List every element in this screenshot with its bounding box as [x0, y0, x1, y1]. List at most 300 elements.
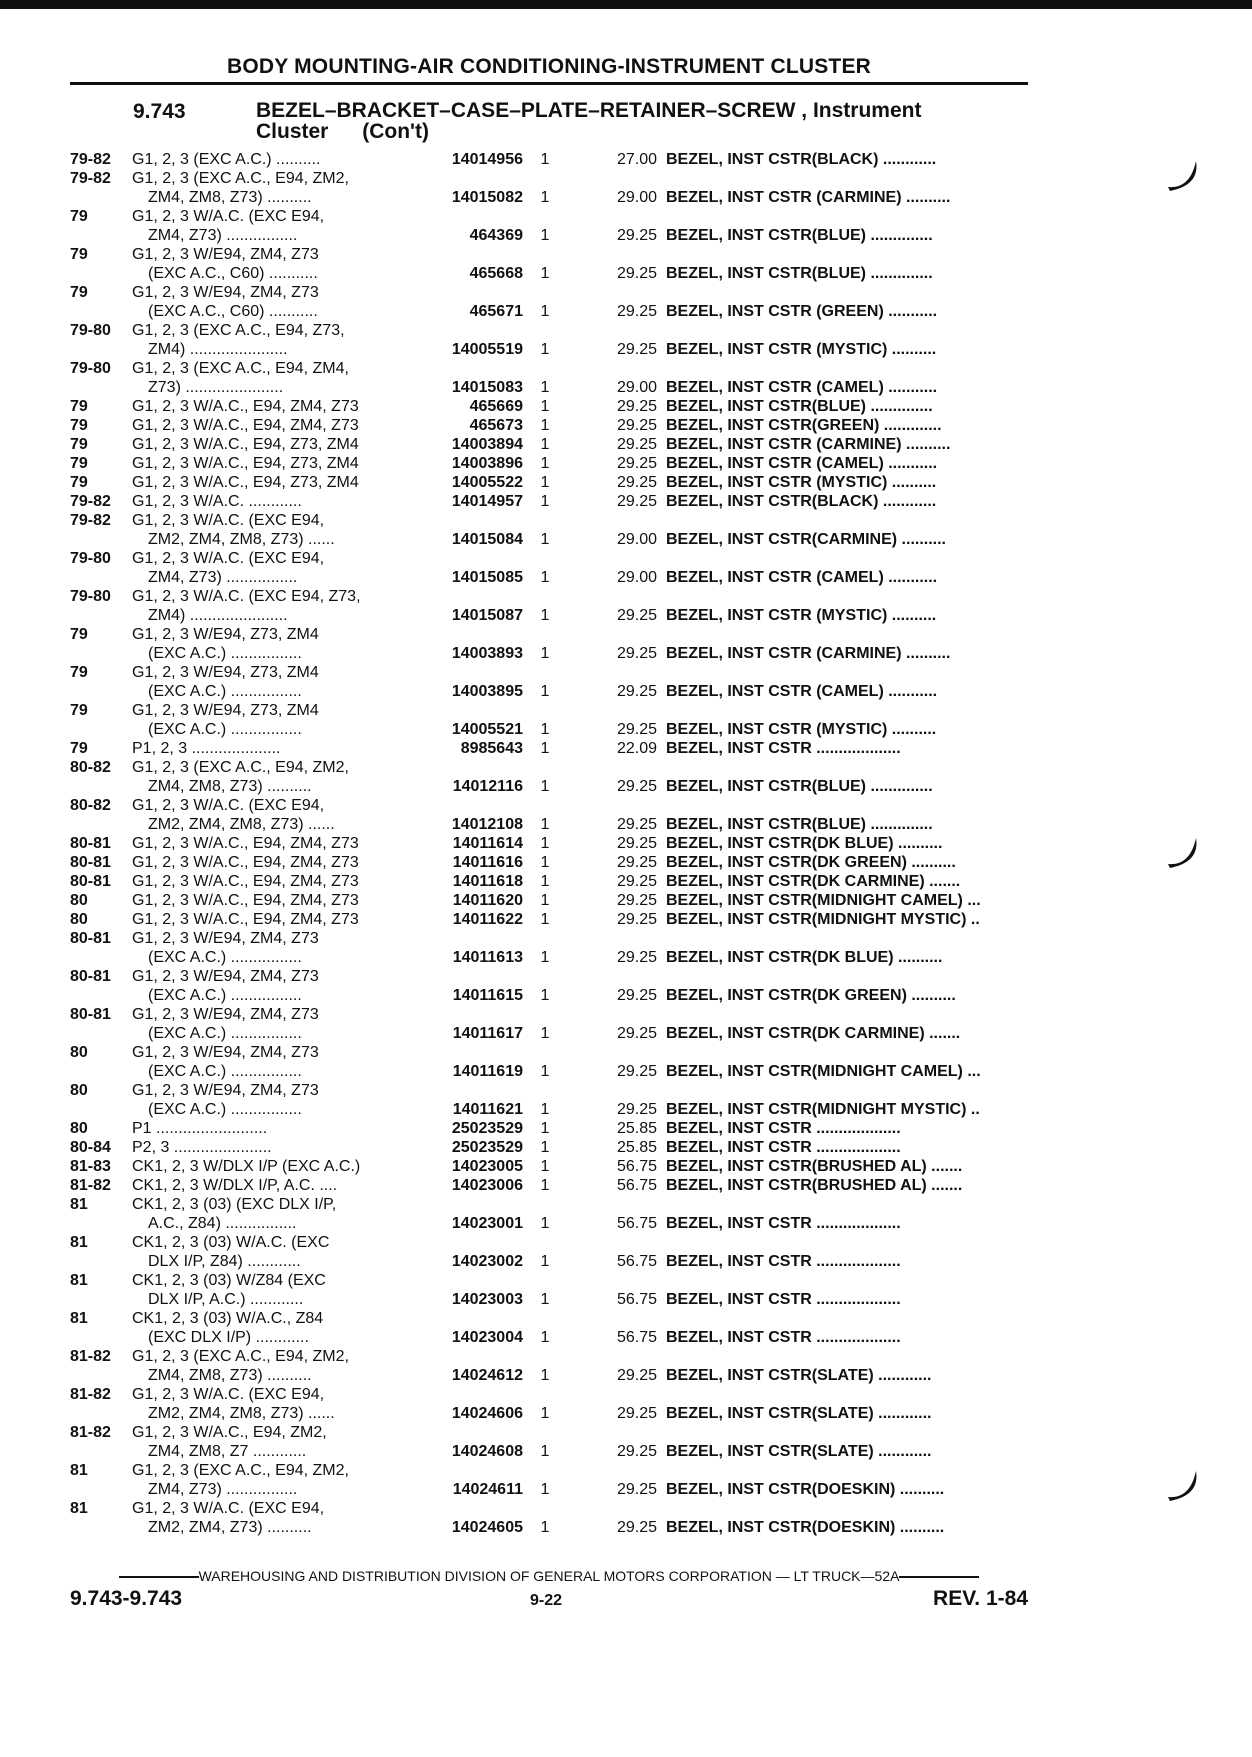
entry-row	[70, 1100, 1040, 1119]
quantity: 1	[540, 493, 550, 510]
usage-text: (EXC A.C.) ................	[148, 1101, 302, 1118]
price: 29.25	[616, 1063, 657, 1080]
entry-row	[70, 1214, 1040, 1233]
parts-list	[70, 150, 1040, 1537]
price: 29.25	[616, 493, 657, 510]
usage-text: (EXC A.C.) ................	[148, 645, 302, 662]
entry-row	[70, 1423, 1040, 1442]
quantity: 1	[540, 1120, 550, 1137]
part-description: BEZEL, INST CSTR(DOESKIN) ..........	[666, 1481, 945, 1498]
model-year: 79	[70, 626, 88, 643]
price: 29.25	[616, 227, 657, 244]
price: 29.25	[616, 854, 657, 871]
section-number: 9.743	[133, 100, 186, 123]
quantity: 1	[540, 740, 550, 757]
entry-row	[70, 226, 1040, 245]
entry-row	[70, 929, 1040, 948]
model-year: 79	[70, 246, 88, 263]
section-title-cluster: Cluster	[256, 120, 329, 143]
part-description: BEZEL, INST CSTR(BLUE) ..............	[666, 265, 933, 282]
part-number: 14015087	[451, 607, 523, 624]
part-description: BEZEL, INST CSTR(BLUE) ..............	[666, 778, 933, 795]
model-year: 80-81	[70, 835, 111, 852]
usage-text: G1, 2, 3 W/E94, ZM4, Z73	[132, 968, 319, 985]
model-year: 79-82	[70, 512, 111, 529]
quantity: 1	[540, 379, 550, 396]
entry-row	[70, 948, 1040, 967]
usage-text: Z73) ......................	[148, 379, 284, 396]
entry-row	[70, 853, 1040, 872]
usage-text: CK1, 2, 3 W/DLX I/P, A.C. ....	[132, 1177, 338, 1194]
part-number: 14023001	[451, 1215, 523, 1232]
entry-row	[70, 1442, 1040, 1461]
price: 56.75	[616, 1329, 657, 1346]
quantity: 1	[540, 854, 550, 871]
price: 29.25	[616, 341, 657, 358]
part-description: BEZEL, INST CSTR(BLACK) ............	[666, 493, 937, 510]
entry-row	[70, 1499, 1040, 1518]
entry-row	[70, 872, 1040, 891]
price: 29.25	[616, 474, 657, 491]
price: 56.75	[616, 1158, 657, 1175]
price: 29.25	[616, 949, 657, 966]
page-number: 9-22	[530, 1592, 563, 1609]
quantity: 1	[540, 189, 550, 206]
usage-text: P1 .........................	[132, 1120, 268, 1137]
price: 29.25	[616, 1443, 657, 1460]
entry-row	[70, 739, 1040, 758]
entry-row	[70, 834, 1040, 853]
usage-text: CK1, 2, 3 (03) W/A.C., Z84	[132, 1310, 324, 1327]
model-year: 81	[70, 1234, 88, 1251]
quantity: 1	[540, 341, 550, 358]
part-number: 14024611	[452, 1481, 523, 1498]
part-number: 14023005	[451, 1158, 523, 1175]
price: 56.75	[616, 1177, 657, 1194]
usage-text: G1, 2, 3 W/A.C., E94, ZM4, Z73	[132, 835, 359, 852]
entry-row	[70, 910, 1040, 929]
price: 29.25	[616, 1519, 657, 1536]
part-number: 25023529	[451, 1139, 523, 1156]
binder-hole-mark-bottom	[1162, 1465, 1202, 1505]
model-year: 80-84	[70, 1139, 111, 1156]
usage-text: G1, 2, 3 W/A.C. (EXC E94,	[132, 797, 325, 814]
usage-text: ZM2, ZM4, Z73) ..........	[148, 1519, 312, 1536]
usage-text: CK1, 2, 3 (03) (EXC DLX I/P,	[132, 1196, 337, 1213]
quantity: 1	[540, 1443, 550, 1460]
usage-text: DLX I/P, A.C.) ............	[148, 1291, 304, 1308]
quantity: 1	[540, 1177, 550, 1194]
part-description: BEZEL, INST CSTR(DK GREEN) ..........	[666, 854, 956, 871]
entry-row	[70, 701, 1040, 720]
section-title-line1: BEZEL–BRACKET–CASE–PLATE–RETAINER–SCREW , Instrument	[256, 99, 922, 122]
entry-row	[70, 302, 1040, 321]
model-year: 79	[70, 284, 88, 301]
price: 29.25	[616, 398, 657, 415]
usage-text: G1, 2, 3 W/A.C. (EXC E94,	[132, 512, 325, 529]
part-number: 14011619	[452, 1063, 523, 1080]
entry-row	[70, 1157, 1040, 1176]
quantity: 1	[540, 303, 550, 320]
part-number: 14015082	[451, 189, 523, 206]
part-description: BEZEL, INST CSTR(DK BLUE) ..........	[666, 835, 943, 852]
part-number: 14014957	[451, 493, 523, 510]
price: 29.25	[616, 835, 657, 852]
usage-text: DLX I/P, Z84) ............	[148, 1253, 301, 1270]
usage-text: ZM4) ......................	[148, 607, 288, 624]
price: 29.25	[616, 607, 657, 624]
price: 29.00	[616, 569, 657, 586]
usage-text: G1, 2, 3 W/A.C., E94, ZM4, Z73	[132, 417, 359, 434]
usage-text: G1, 2, 3 W/E94, ZM4, Z73	[132, 284, 319, 301]
usage-text: ZM4, Z73) ................	[148, 1481, 298, 1498]
part-number: 465668	[469, 265, 523, 282]
part-description: BEZEL, INST CSTR (CAMEL) ...........	[666, 683, 938, 700]
price: 29.25	[616, 1405, 657, 1422]
quantity: 1	[540, 607, 550, 624]
entry-row	[70, 1138, 1040, 1157]
part-number: 14011622	[452, 911, 523, 928]
model-year: 80-81	[70, 968, 111, 985]
price: 25.85	[616, 1139, 657, 1156]
price: 29.25	[616, 721, 657, 738]
part-number: 14024608	[451, 1443, 523, 1460]
price: 29.25	[616, 1367, 657, 1384]
price: 29.25	[616, 645, 657, 662]
usage-text: A.C., Z84) ................	[148, 1215, 297, 1232]
entry-row	[70, 1024, 1040, 1043]
usage-text: G1, 2, 3 W/E94, Z73, ZM4	[132, 664, 319, 681]
quantity: 1	[540, 1367, 550, 1384]
section-title	[256, 100, 921, 142]
entry-row	[70, 625, 1040, 644]
part-description: BEZEL, INST CSTR(BLACK) ............	[666, 151, 937, 168]
quantity: 1	[540, 949, 550, 966]
entry-row	[70, 1062, 1040, 1081]
entry-row	[70, 986, 1040, 1005]
usage-text: (EXC A.C.) ................	[148, 683, 302, 700]
price: 22.09	[616, 740, 657, 757]
part-number: 14011617	[452, 1025, 523, 1042]
part-description: BEZEL, INST CSTR(DK CARMINE) .......	[666, 873, 961, 890]
part-number: 8985643	[460, 740, 523, 757]
usage-text: (EXC A.C.) ................	[148, 1025, 302, 1042]
part-number: 14024605	[451, 1519, 523, 1536]
part-description: BEZEL, INST CSTR ...................	[666, 740, 901, 757]
quantity: 1	[540, 1519, 550, 1536]
entry-row	[70, 1404, 1040, 1423]
usage-text: G1, 2, 3 (EXC A.C.) ..........	[132, 151, 321, 168]
quantity: 1	[540, 816, 550, 833]
usage-text: (EXC A.C.) ................	[148, 949, 302, 966]
usage-text: G1, 2, 3 W/A.C., E94, ZM4, Z73	[132, 854, 359, 871]
price: 29.25	[616, 303, 657, 320]
price: 29.00	[616, 189, 657, 206]
model-year: 81	[70, 1196, 88, 1213]
price: 25.85	[616, 1120, 657, 1137]
part-number: 14011613	[452, 949, 523, 966]
entry-row	[70, 758, 1040, 777]
price: 29.25	[616, 778, 657, 795]
model-year: 80	[70, 892, 88, 909]
price: 29.25	[616, 455, 657, 472]
quantity: 1	[540, 265, 550, 282]
section-title-continued: (Con't)	[362, 120, 429, 143]
price: 29.25	[616, 683, 657, 700]
entry-row	[70, 1271, 1040, 1290]
quantity: 1	[540, 778, 550, 795]
model-year: 79	[70, 455, 88, 472]
entry-row	[70, 492, 1040, 511]
part-description: BEZEL, INST CSTR(SLATE) ............	[666, 1405, 932, 1422]
part-description: BEZEL, INST CSTR (CAMEL) ...........	[666, 455, 938, 472]
usage-text: (EXC A.C., C60) ...........	[148, 303, 318, 320]
usage-text: ZM2, ZM4, ZM8, Z73) ......	[148, 816, 335, 833]
part-number: 14011620	[452, 892, 523, 909]
part-number: 14003895	[451, 683, 523, 700]
price: 56.75	[616, 1253, 657, 1270]
binder-hole-mark-top	[1162, 155, 1202, 195]
model-year: 79-82	[70, 493, 111, 510]
part-number: 14024612	[451, 1367, 523, 1384]
entry-row	[70, 264, 1040, 283]
part-description: BEZEL, INST CSTR (MYSTIC) ..........	[666, 341, 937, 358]
price: 29.00	[616, 531, 657, 548]
model-year: 80-82	[70, 759, 111, 776]
part-number: 14015084	[451, 531, 523, 548]
part-description: BEZEL, INST CSTR(BRUSHED AL) .......	[666, 1177, 963, 1194]
model-year: 80	[70, 1044, 88, 1061]
usage-text: G1, 2, 3 W/E94, ZM4, Z73	[132, 930, 319, 947]
price: 29.25	[616, 873, 657, 890]
usage-text: ZM4, ZM8, Z7 ............	[148, 1443, 307, 1460]
entry-row	[70, 1309, 1040, 1328]
model-year: 79	[70, 398, 88, 415]
entry-row	[70, 207, 1040, 226]
part-number: 14023002	[451, 1253, 523, 1270]
quantity: 1	[540, 455, 550, 472]
quantity: 1	[540, 1101, 550, 1118]
usage-text: G1, 2, 3 W/A.C., E94, Z73, ZM4	[132, 474, 359, 491]
model-year: 80	[70, 1082, 88, 1099]
part-description: BEZEL, INST CSTR(CARMINE) ..........	[666, 531, 946, 548]
usage-text: ZM2, ZM4, ZM8, Z73) ......	[148, 1405, 335, 1422]
part-description: BEZEL, INST CSTR(DK BLUE) ..........	[666, 949, 943, 966]
entry-row	[70, 1119, 1040, 1138]
entry-row	[70, 1081, 1040, 1100]
entry-row	[70, 321, 1040, 340]
model-year: 79-80	[70, 360, 111, 377]
part-number: 14003896	[451, 455, 523, 472]
usage-text: ZM4, Z73) ................	[148, 227, 298, 244]
model-year: 80-81	[70, 854, 111, 871]
entry-row	[70, 777, 1040, 796]
entry-row	[70, 1366, 1040, 1385]
part-description: BEZEL, INST CSTR(BRUSHED AL) .......	[666, 1158, 963, 1175]
usage-text: ZM4, ZM8, Z73) ..........	[148, 778, 312, 795]
part-description: BEZEL, INST CSTR(DK GREEN) ..........	[666, 987, 956, 1004]
usage-text: G1, 2, 3 W/A.C., E94, Z73, ZM4	[132, 455, 359, 472]
entry-row	[70, 1005, 1040, 1024]
entry-row	[70, 891, 1040, 910]
price: 29.25	[616, 265, 657, 282]
entry-row	[70, 1195, 1040, 1214]
usage-text: (EXC DLX I/P) ............	[148, 1329, 309, 1346]
model-year: 80	[70, 1120, 88, 1137]
part-number: 14012108	[451, 816, 523, 833]
part-number: 14005521	[451, 721, 523, 738]
entry-row	[70, 435, 1040, 454]
part-description: BEZEL, INST CSTR ...................	[666, 1139, 901, 1156]
price: 29.25	[616, 1025, 657, 1042]
quantity: 1	[540, 474, 550, 491]
usage-text: G1, 2, 3 (EXC A.C., E94, ZM2,	[132, 1462, 349, 1479]
quantity: 1	[540, 569, 550, 586]
model-year: 81-82	[70, 1348, 111, 1365]
usage-text: P2, 3 ......................	[132, 1139, 272, 1156]
quantity: 1	[540, 683, 550, 700]
quantity: 1	[540, 1291, 550, 1308]
entry-row	[70, 245, 1040, 264]
part-description: BEZEL, INST CSTR (MYSTIC) ..........	[666, 721, 937, 738]
part-description: BEZEL, INST CSTR(DOESKIN) ..........	[666, 1519, 945, 1536]
part-number: 25023529	[451, 1120, 523, 1137]
quantity: 1	[540, 892, 550, 909]
part-description: BEZEL, INST CSTR (GREEN) ...........	[666, 303, 938, 320]
usage-text: G1, 2, 3 (EXC A.C., E94, ZM2,	[132, 170, 349, 187]
entry-row	[70, 1233, 1040, 1252]
usage-text: G1, 2, 3 W/A.C. (EXC E94,	[132, 1500, 325, 1517]
distribution-footer	[70, 1568, 1028, 1584]
model-year: 81	[70, 1272, 88, 1289]
entry-row	[70, 359, 1040, 378]
entry-row	[70, 416, 1040, 435]
quantity: 1	[540, 227, 550, 244]
price: 29.25	[616, 816, 657, 833]
part-description: BEZEL, INST CSTR(SLATE) ............	[666, 1367, 932, 1384]
entry-row	[70, 644, 1040, 663]
title-underline	[70, 82, 1028, 85]
entry-row	[70, 720, 1040, 739]
entry-row	[70, 815, 1040, 834]
usage-text: G1, 2, 3 W/E94, ZM4, Z73	[132, 1082, 319, 1099]
footer-rule-left	[119, 1576, 199, 1578]
part-number: 14023006	[451, 1177, 523, 1194]
entry-row	[70, 663, 1040, 682]
part-number: 14011621	[452, 1101, 523, 1118]
part-number: 14015085	[451, 569, 523, 586]
usage-text: G1, 2, 3 W/A.C., E94, ZM4, Z73	[132, 398, 359, 415]
quantity: 1	[540, 987, 550, 1004]
page-title: BODY MOUNTING-AIR CONDITIONING-INSTRUMENT CLUSTER	[226, 55, 872, 78]
entry-row	[70, 473, 1040, 492]
part-number: 14012116	[452, 778, 523, 795]
usage-text: G1, 2, 3 W/A.C. ............	[132, 493, 302, 510]
price: 29.25	[616, 417, 657, 434]
usage-text: CK1, 2, 3 (03) W/A.C. (EXC	[132, 1234, 330, 1251]
part-description: BEZEL, INST CSTR (MYSTIC) ..........	[666, 607, 937, 624]
usage-text: G1, 2, 3 W/A.C., E94, Z73, ZM4	[132, 436, 359, 453]
usage-text: G1, 2, 3 W/E94, ZM4, Z73	[132, 1006, 319, 1023]
entry-row	[70, 1043, 1040, 1062]
usage-text: G1, 2, 3 W/A.C. (EXC E94,	[132, 550, 325, 567]
model-year: 80-82	[70, 797, 111, 814]
model-year: 79	[70, 664, 88, 681]
part-description: BEZEL, INST CSTR(MIDNIGHT MYSTIC) ..	[666, 1101, 980, 1118]
model-year: 79-82	[70, 170, 111, 187]
usage-text: (EXC A.C.) ................	[148, 1063, 302, 1080]
binder-hole-mark-middle	[1162, 832, 1202, 872]
quantity: 1	[540, 1329, 550, 1346]
price: 56.75	[616, 1215, 657, 1232]
usage-text: P1, 2, 3 ....................	[132, 740, 281, 757]
quantity: 1	[540, 1063, 550, 1080]
part-number: 14005519	[451, 341, 523, 358]
entry-row	[70, 1461, 1040, 1480]
model-year: 79	[70, 208, 88, 225]
entry-row	[70, 1290, 1040, 1309]
part-description: BEZEL, INST CSTR ...................	[666, 1120, 901, 1137]
entry-row	[70, 796, 1040, 815]
usage-text: ZM4) ......................	[148, 341, 288, 358]
part-description: BEZEL, INST CSTR (CARMINE) ..........	[666, 645, 951, 662]
model-year: 79-80	[70, 550, 111, 567]
part-number: 14003893	[451, 645, 523, 662]
part-number: 465669	[469, 398, 523, 415]
usage-text: G1, 2, 3 W/E94, ZM4, Z73	[132, 246, 319, 263]
part-number: 14011616	[452, 854, 523, 871]
top-border-rule	[0, 0, 1252, 9]
distribution-text: WAREHOUSING AND DISTRIBUTION DIVISION OF GENERAL MOTORS CORPORATION — LT TRUCK—52A	[198, 1568, 900, 1584]
price: 29.25	[616, 436, 657, 453]
model-year: 79	[70, 702, 88, 719]
section-title-line2	[256, 121, 921, 142]
part-description: BEZEL, INST CSTR (CAMEL) ...........	[666, 569, 938, 586]
part-number: 465673	[469, 417, 523, 434]
model-year: 80-81	[70, 873, 111, 890]
part-description: BEZEL, INST CSTR ...................	[666, 1215, 901, 1232]
quantity: 1	[540, 873, 550, 890]
usage-text: ZM4, ZM8, Z73) ..........	[148, 1367, 312, 1384]
entry-row	[70, 1480, 1040, 1499]
model-year: 79-80	[70, 322, 111, 339]
part-description: BEZEL, INST CSTR(MIDNIGHT MYSTIC) ..	[666, 911, 980, 928]
model-year: 79-82	[70, 151, 111, 168]
part-description: BEZEL, INST CSTR(MIDNIGHT CAMEL) ...	[666, 1063, 981, 1080]
price: 56.75	[616, 1291, 657, 1308]
part-description: BEZEL, INST CSTR(DK CARMINE) .......	[666, 1025, 961, 1042]
usage-text: G1, 2, 3 W/A.C., E94, ZM4, Z73	[132, 911, 359, 928]
entry-row	[70, 397, 1040, 416]
part-description: BEZEL, INST CSTR(BLUE) ..............	[666, 398, 933, 415]
usage-text: G1, 2, 3 W/A.C. (EXC E94,	[132, 1386, 325, 1403]
entry-row	[70, 1328, 1040, 1347]
part-number: 14024606	[451, 1405, 523, 1422]
entry-row	[70, 188, 1040, 207]
entry-row	[70, 568, 1040, 587]
model-year: 79	[70, 436, 88, 453]
part-number: 14015083	[451, 379, 523, 396]
quantity: 1	[540, 417, 550, 434]
part-number: 464369	[469, 227, 523, 244]
model-year: 81-82	[70, 1386, 111, 1403]
usage-text: G1, 2, 3 W/E94, Z73, ZM4	[132, 626, 319, 643]
quantity: 1	[540, 721, 550, 738]
usage-text: (EXC A.C.) ................	[148, 721, 302, 738]
entry-row	[70, 511, 1040, 530]
usage-text: G1, 2, 3 W/A.C., E94, ZM2,	[132, 1424, 327, 1441]
entry-row	[70, 1385, 1040, 1404]
